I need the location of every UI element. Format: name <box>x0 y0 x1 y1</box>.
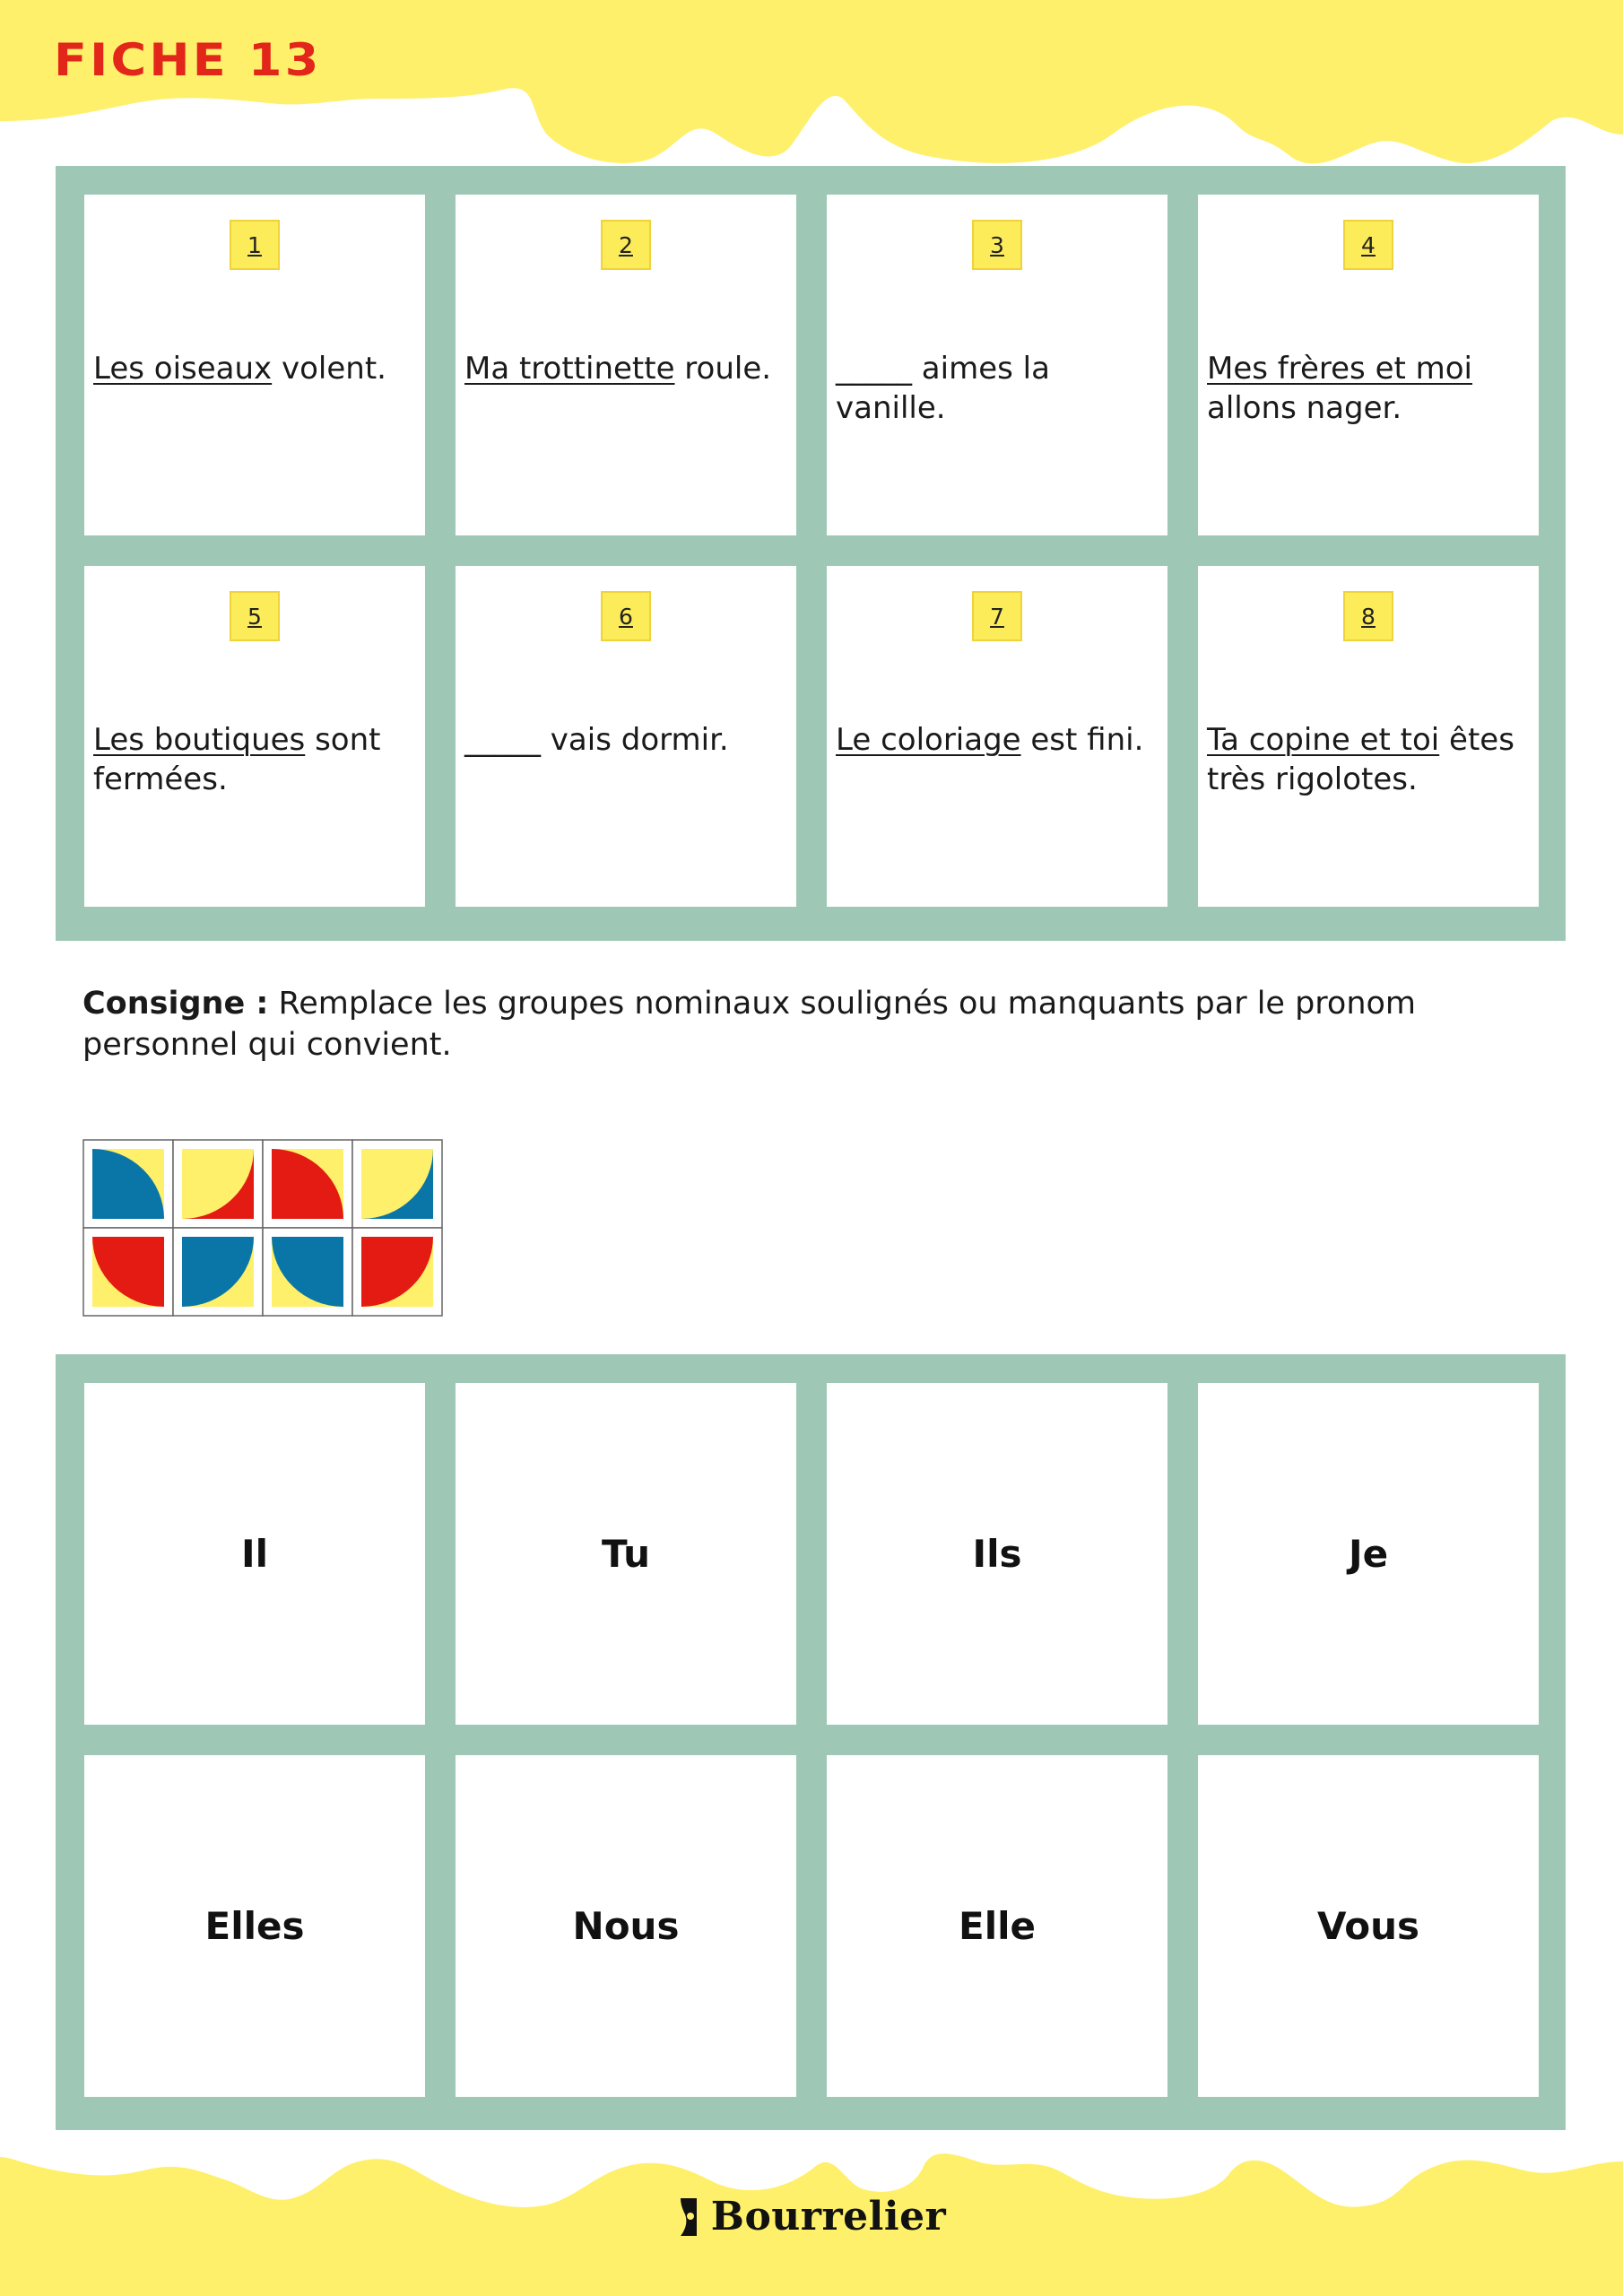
pronoun-label: Elles <box>204 1904 305 1948</box>
underlined-group: Le coloriage <box>836 722 1021 758</box>
underlined-group: Mes frères et moi <box>1207 351 1472 387</box>
legend-tile-4 <box>352 1140 442 1228</box>
card-sentence <box>93 720 418 799</box>
instructions-text: Remplace les groupes nominaux soulignés ou manquants par le pronom personnel qui convient. <box>82 986 1417 1063</box>
card-sentence <box>464 349 789 388</box>
card-number-badge: 7 <box>972 591 1022 641</box>
pronouns-board <box>56 1354 1566 2130</box>
publisher-brand <box>0 2194 1623 2239</box>
sentence-rest: êtes très rigolotes. <box>1207 722 1515 797</box>
sentence-rest: est fini. <box>1020 722 1144 758</box>
pronoun-label: Elle <box>959 1904 1036 1948</box>
underlined-group: Ma trottinette <box>464 351 675 387</box>
pronoun-label: Nous <box>572 1904 680 1948</box>
card-sentence <box>1207 349 1532 428</box>
pronoun-label: Je <box>1348 1532 1389 1576</box>
legend-tile-7 <box>263 1228 352 1316</box>
pronoun-card-ils[interactable] <box>827 1383 1167 1725</box>
underlined-group: Ta copine et toi <box>1207 722 1440 758</box>
instructions <box>82 983 1517 1065</box>
sentence-rest: allons nager. <box>1207 390 1402 426</box>
pronoun-label: Vous <box>1317 1904 1419 1948</box>
pronoun-card-elle[interactable] <box>827 1755 1167 2097</box>
underlined-group: Les boutiques <box>93 722 306 758</box>
brand-name: Bourrelier <box>710 2194 947 2239</box>
card-sentence <box>836 349 1160 428</box>
card-number-badge: 1 <box>230 220 280 270</box>
card-sentence <box>464 720 789 760</box>
pronoun-card-vous[interactable] <box>1198 1755 1539 2097</box>
card-sentence <box>1207 720 1532 799</box>
pronoun-card-elles[interactable] <box>84 1755 425 2097</box>
sentence-card-6[interactable] <box>456 566 796 907</box>
page-title: FICHE 13 <box>54 34 322 86</box>
card-number-badge: 2 <box>601 220 651 270</box>
card-number-badge: 4 <box>1343 220 1393 270</box>
bourrelier-logo-icon <box>677 2196 700 2238</box>
legend-tile-8 <box>352 1228 442 1316</box>
card-number-badge: 8 <box>1343 591 1393 641</box>
sentences-board <box>56 166 1566 941</box>
sentence-rest: roule. <box>674 351 772 387</box>
card-sentence <box>93 349 418 388</box>
pronoun-card-je[interactable] <box>1198 1383 1539 1725</box>
sentence-card-3[interactable] <box>827 195 1167 535</box>
sentence-rest: sont fermées. <box>93 722 381 797</box>
instructions-label: Consigne : <box>82 986 269 1022</box>
sentence-rest: _____ aimes la vanille. <box>836 351 1050 426</box>
legend-tile-6 <box>173 1228 263 1316</box>
pronoun-label: Ils <box>972 1532 1022 1576</box>
pronoun-label: Il <box>240 1532 269 1576</box>
card-number-badge: 5 <box>230 591 280 641</box>
card-sentence <box>836 720 1160 760</box>
sentence-card-5[interactable] <box>84 566 425 907</box>
legend-tile-5 <box>83 1228 173 1316</box>
sentence-card-1[interactable] <box>84 195 425 535</box>
answer-key-tile-grid <box>82 1139 443 1317</box>
underlined-group: Les oiseaux <box>93 351 273 387</box>
legend-tile-1 <box>83 1140 173 1228</box>
sentence-card-7[interactable] <box>827 566 1167 907</box>
legend-tile-2 <box>173 1140 263 1228</box>
pronoun-card-tu[interactable] <box>456 1383 796 1725</box>
sentence-rest: _____ vais dormir. <box>464 722 729 758</box>
pronoun-label: Tu <box>602 1532 650 1576</box>
legend-tile-3 <box>263 1140 352 1228</box>
card-number-badge: 6 <box>601 591 651 641</box>
sentence-card-8[interactable] <box>1198 566 1539 907</box>
sentence-rest: volent. <box>272 351 386 387</box>
sentence-card-2[interactable] <box>456 195 796 535</box>
pronoun-card-il[interactable] <box>84 1383 425 1725</box>
sentence-card-4[interactable] <box>1198 195 1539 535</box>
card-number-badge: 3 <box>972 220 1022 270</box>
pronoun-card-nous[interactable] <box>456 1755 796 2097</box>
